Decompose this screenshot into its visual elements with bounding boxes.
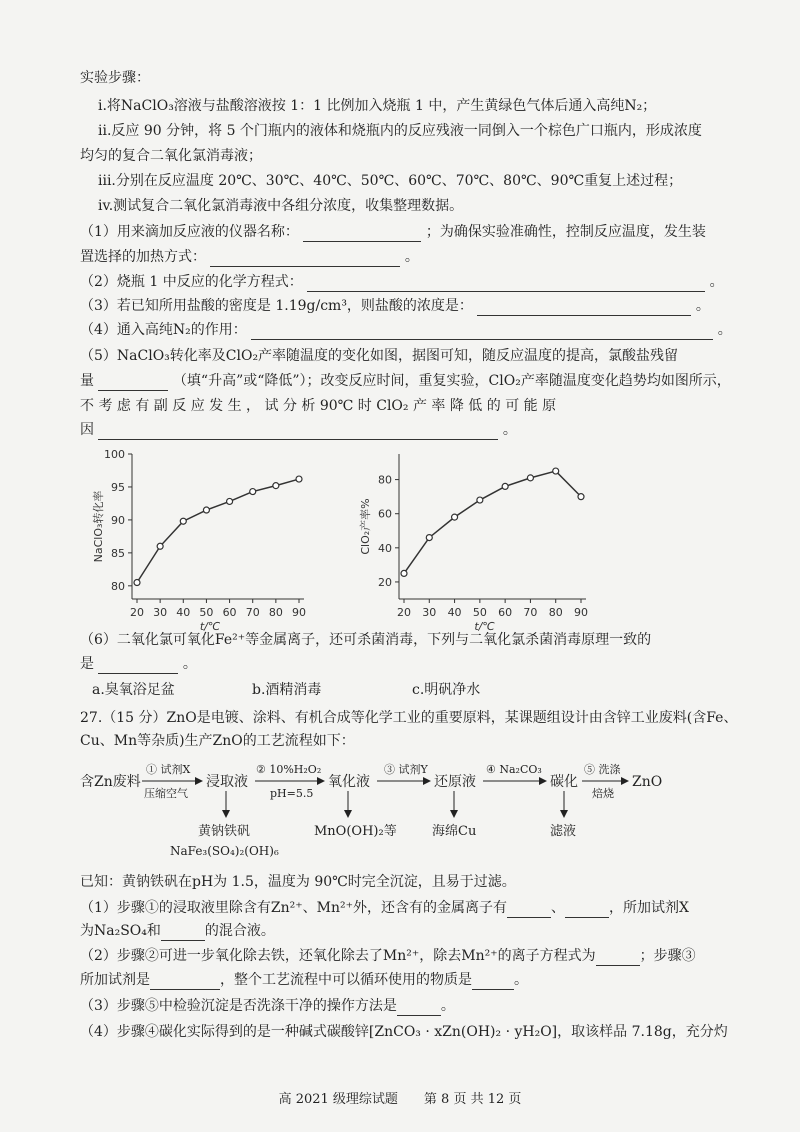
- data-point: [273, 483, 279, 489]
- flow-byproduct-3: 海绵Cu: [432, 824, 477, 839]
- question-5: （5）NaClO₃转化率及ClO₂产率随温度的变化如图，据图可知，随反应温度的提高，氯酸盐残留: [80, 348, 679, 364]
- question-27-1-cont: 为Na₂SO₄和 的混合液。: [80, 923, 275, 939]
- x-tick-label: 80: [268, 606, 283, 619]
- flow-step5-top: ⑤ 洗涤: [584, 763, 621, 776]
- x-tick-label: 90: [574, 606, 588, 619]
- data-point: [502, 483, 508, 489]
- flow-end-zno: ZnO: [632, 774, 663, 790]
- answer-blank[interactable]: [596, 951, 640, 966]
- step-iv: iv.测试复合二氧化氯消毒液中各组分浓度，收集整理数据。: [98, 198, 464, 214]
- option-b: b.酒精消毒: [252, 682, 322, 698]
- answer-blank[interactable]: [150, 975, 220, 990]
- series-line: [137, 479, 299, 582]
- answer-blank[interactable]: [210, 252, 400, 267]
- flow-byproduct-1: 黄钠铁矾: [198, 824, 251, 839]
- y-tick-label: 60: [378, 507, 392, 521]
- data-point: [134, 580, 140, 586]
- question-6-cont: 是 。: [80, 656, 197, 672]
- answer-blank[interactable]: [565, 903, 609, 918]
- data-point: [578, 494, 584, 500]
- step-i: i.将NaClO₃溶液与盐酸溶液按 1：1 比例加入烧瓶 1 中，产生黄绿色气体后通入高纯N₂；: [98, 98, 657, 114]
- flow-step2-bottom: pH=5.5: [270, 787, 314, 800]
- x-tick-label: 60: [222, 606, 237, 619]
- answer-blank[interactable]: [507, 903, 551, 918]
- x-tick-label: 60: [498, 606, 513, 619]
- answer-blank[interactable]: [98, 425, 498, 440]
- data-point: [426, 535, 432, 541]
- y-tick-label: 20: [378, 575, 392, 589]
- answer-blank[interactable]: [161, 926, 205, 941]
- data-point: [180, 518, 186, 524]
- x-tick-label: 50: [472, 606, 487, 619]
- question-27: 27.（15 分）ZnO是电镀、涂料、有机合成等化学工业的重要原料，某课题组设计由含锌工业废料(含Fe、: [80, 710, 738, 726]
- answer-blank[interactable]: [303, 227, 421, 242]
- data-point: [157, 543, 163, 549]
- x-axis-label: t/℃: [474, 620, 495, 632]
- process-flow-diagram: [80, 755, 740, 865]
- question-5-cont: 量 （填“升高”或“降低”）；改变反应时间，重复实验，ClO₂产率随温度变化趋势均如图所示，: [80, 373, 731, 389]
- y-tick-label: 80: [378, 473, 392, 487]
- data-point: [527, 475, 533, 481]
- question-27-2-cont: 所加试剂是 ，整个工艺流程中可以循环使用的物质是 。: [80, 972, 528, 988]
- flow-byproduct-2: MnO(OH)₂等: [314, 824, 397, 839]
- answer-blank[interactable]: [98, 659, 178, 674]
- series-line: [404, 471, 581, 573]
- x-tick-label: 30: [422, 606, 437, 619]
- flow-byproduct-4: 滤液: [550, 824, 577, 839]
- x-tick-label: 80: [548, 606, 563, 619]
- data-point: [203, 507, 209, 513]
- steps-title: 实验步骤：: [80, 70, 150, 86]
- data-point: [296, 476, 302, 482]
- data-point: [477, 497, 483, 503]
- option-c: c.明矾净水: [412, 682, 481, 698]
- x-tick-label: 30: [153, 606, 168, 619]
- answer-blank[interactable]: [472, 975, 514, 990]
- question-27-cont: Cu、Mn等杂质)生产ZnO的工艺流程如下：: [80, 733, 355, 749]
- step-ii: ii.反应 90 分钟，将 5 个门瓶内的液体和烧瓶内的反应残液一同倒入一个棕色广口瓶内，形成浓度: [98, 123, 702, 139]
- x-axis-label: t/℃: [199, 620, 221, 632]
- y-axis-label: NaClO₃转化率: [92, 490, 105, 563]
- y-tick-label: 40: [378, 541, 392, 555]
- data-point: [250, 489, 256, 495]
- answer-blank[interactable]: [307, 277, 705, 292]
- y-tick-label: 100: [104, 448, 125, 461]
- flow-step1-bottom: 压缩空气: [144, 787, 188, 800]
- step-iii: iii.分别在反应温度 20℃、30℃、40℃、50℃、60℃、70℃、80℃、90℃重复上述过程；: [98, 173, 683, 189]
- x-tick-label: 40: [176, 606, 191, 619]
- clo2-yield-chart: [355, 442, 600, 632]
- question-2: （2）烧瓶 1 中反应的化学方程式： 。: [80, 274, 724, 290]
- answer-blank[interactable]: [397, 1001, 441, 1016]
- option-a: a.臭氧浴足盆: [92, 682, 175, 698]
- question-5-cont2: 不 考 虑 有 副 反 应 发 生 ， 试 分 析 90℃ 时 ClO₂ 产 率 降 低 的 可 能 原: [80, 398, 557, 414]
- flow-node-leachate: 浸取液: [206, 774, 248, 790]
- flow-step3-top: ③ 试剂Y: [384, 763, 428, 776]
- data-point: [452, 514, 458, 520]
- y-axis-label: ClO₂产率%: [359, 498, 372, 555]
- question-3: （3）若已知所用盐酸的密度是 1.19g/cm³，则盐酸的浓度是： 。: [80, 298, 710, 314]
- flow-node-carbonation: 碳化: [550, 774, 578, 790]
- flow-step4-top: ④ Na₂CO₃: [486, 763, 542, 776]
- question-5-cont3: 因 。: [80, 422, 517, 438]
- y-tick-label: 85: [111, 546, 125, 560]
- x-tick-label: 90: [292, 606, 306, 619]
- flow-step1-top: ① 试剂X: [146, 763, 191, 776]
- question-1: （1）用来滴加反应液的仪器名称： ；为确保实验准确性，控制反应温度，发生装: [80, 224, 706, 240]
- x-tick-label: 50: [199, 606, 214, 619]
- question-6: （6）二氧化氯可氧化Fe²⁺等金属离子，还可杀菌消毒，下列与二氧化氯杀菌消毒原理一致的: [80, 632, 652, 648]
- step-ii-cont: 均匀的复合二氧化氯消毒液；: [80, 148, 262, 164]
- known-info: 已知：黄钠铁矾在pH为 1.5，温度为 90℃时完全沉淀，且易于过滤。: [80, 874, 516, 890]
- question-4: （4）通入高纯N₂的作用： 。: [80, 322, 732, 338]
- x-tick-label: 70: [245, 606, 260, 619]
- y-tick-label: 95: [111, 480, 125, 494]
- data-point: [553, 468, 559, 474]
- flow-node-reduced: 还原液: [434, 774, 476, 790]
- answer-blank[interactable]: [98, 376, 168, 391]
- flow-step5-bottom: 焙烧: [592, 787, 614, 800]
- flow-start: 含Zn废料: [80, 774, 141, 790]
- x-tick-label: 70: [523, 606, 538, 619]
- naclo3-conversion-chart: [88, 442, 318, 632]
- data-point: [401, 570, 407, 576]
- flow-byproduct-1-formula: NaFe₃(SO₄)₂(OH)₆: [170, 844, 279, 858]
- data-point: [227, 498, 233, 504]
- question-27-3: （3）步骤⑤中检验沉淀是否洗涤干净的操作方法是 。: [80, 998, 455, 1014]
- answer-blank[interactable]: [477, 301, 691, 316]
- question-27-1: （1）步骤①的浸取液里除含有Zn²⁺、Mn²⁺外，还含有的金属离子有 、 ，所加试剂X: [80, 900, 689, 916]
- x-tick-label: 20: [397, 606, 411, 619]
- flow-node-oxidized: 氧化液: [328, 774, 370, 790]
- y-tick-label: 90: [111, 513, 125, 527]
- question-27-4: （4）步骤④碳化实际得到的是一种碱式碳酸锌[ZnCO₃ · xZn(OH)₂ · yH₂O]，取该样品 7.18g，充分灼: [80, 1024, 728, 1040]
- x-tick-label: 40: [447, 606, 462, 619]
- page-footer: 高 2021 级理综试题 第 8 页 共 12 页: [278, 1092, 522, 1107]
- flow-step2-top: ② 10%H₂O₂: [256, 763, 322, 776]
- answer-blank[interactable]: [251, 325, 713, 340]
- question-27-2: （2）步骤②可进一步氧化除去铁，还氧化除去了Mn²⁺，除去Mn²⁺的离子方程式为 ；步骤③: [80, 948, 696, 964]
- y-tick-label: 80: [111, 579, 125, 593]
- question-1-cont: 置选择的加热方式： 。: [80, 249, 419, 265]
- x-tick-label: 20: [130, 606, 144, 619]
